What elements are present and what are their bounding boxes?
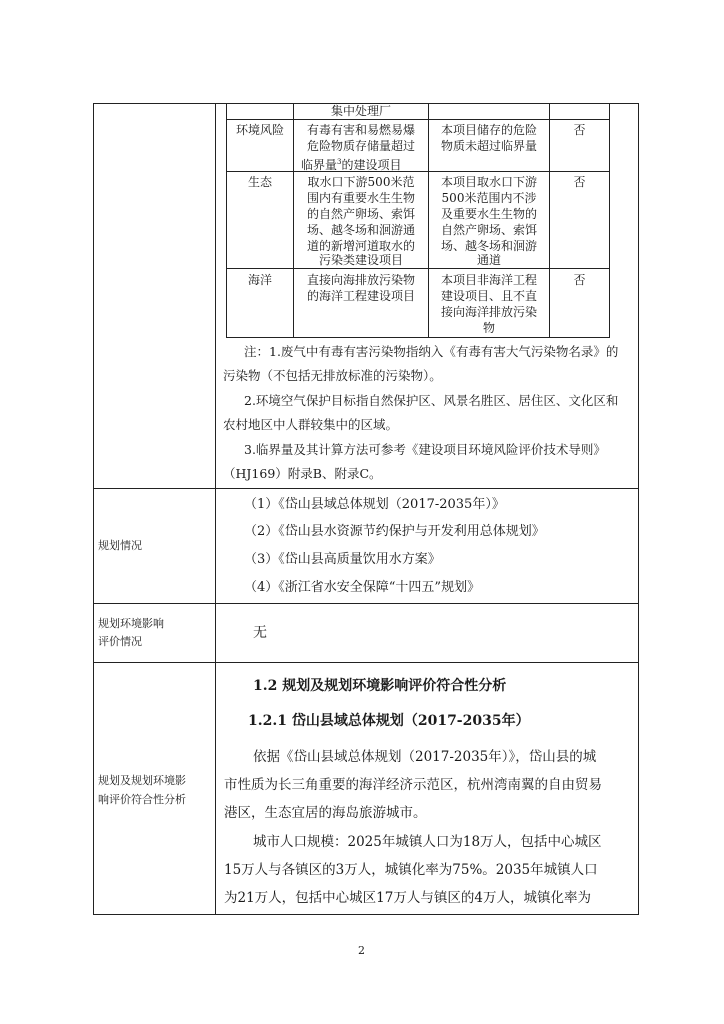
risk-row1-status-line1: 本项目储存的危险 bbox=[440, 123, 537, 137]
analysis-para1-line3: 港区，生态宜居的海岛旅游城市。 bbox=[224, 805, 427, 821]
risk-row3-status-line2: 建设项目、且不直 bbox=[440, 289, 537, 303]
note-line-5: 3.临界量及其计算方法可参考《建设项目环境风险评价技术导则》 bbox=[244, 442, 606, 457]
risk-row2-status-line3: 及重要水生生物的 bbox=[440, 207, 537, 221]
risk-row3-result: 否 bbox=[573, 273, 586, 287]
analysis-label-line1: 规划及规划环境影 bbox=[98, 774, 186, 787]
risk-row3-status-line4: 物 bbox=[482, 321, 495, 335]
risk-table-right-border bbox=[609, 103, 610, 337]
analysis-label-line2: 响评价符合性分析 bbox=[98, 793, 186, 806]
risk-row3-criteria-line1: 直接向海排放污染物 bbox=[306, 273, 415, 287]
analysis-para1-line1: 依据《岱山县域总体规划（2017-2035年）》，岱山县的城 bbox=[253, 749, 597, 765]
label-column-divider bbox=[215, 103, 216, 915]
risk-row3-status-line3: 接向海洋排放污染 bbox=[440, 305, 537, 319]
note-line-6: （HJ169）附录B、附录C。 bbox=[223, 466, 382, 481]
risk-row2-criteria-line5: 道的新增河道取水的 bbox=[306, 239, 415, 253]
risk-row3-category: 海洋 bbox=[247, 273, 272, 287]
analysis-para1-line2: 市性质为长三角重要的海洋经济示范区，杭州湾南翼的自由贸易 bbox=[224, 777, 602, 793]
risk-row2-result: 否 bbox=[573, 175, 586, 189]
planning-eia-label-line1: 规划环境影响 bbox=[98, 617, 164, 630]
risk-row2-category: 生态 bbox=[247, 175, 272, 189]
risk-row2-criteria-line2: 围内有重要水生生物 bbox=[306, 191, 415, 205]
risk-row2-status-line1: 本项目取水口下游 bbox=[440, 175, 537, 189]
footnote-marker: 3 bbox=[337, 158, 342, 166]
risk-row2-criteria-line4: 场、越冬场和洄游通 bbox=[306, 223, 415, 237]
note-line-4: 农村地区中人群较集中的区域。 bbox=[223, 417, 399, 432]
planning-eia-label-line2: 评价情况 bbox=[98, 635, 142, 648]
risk-row1-criteria-line3: 临界量$^3$的建设项目 bbox=[301, 158, 402, 172]
risk-row0-criteria: 集中处理厂 bbox=[330, 104, 391, 118]
risk-row1-category: 环境风险 bbox=[235, 123, 284, 137]
risk-row1-result: 否 bbox=[573, 123, 586, 137]
risk-table-bottom-border bbox=[226, 337, 610, 338]
note-line-1: 注：1.废气中有毒有害污染物指纳入《有毒有害大气污染物名录》的 bbox=[244, 344, 619, 359]
note-line-3: 2.环境空气保护目标指自然保护区、风景名胜区、居住区、文化区和 bbox=[244, 393, 619, 408]
row-separator-analysis bbox=[93, 662, 639, 663]
risk-row2-criteria-line6: 污染类建设项目 bbox=[318, 253, 403, 267]
risk-row1-criteria-line2: 危险物质存储量超过 bbox=[306, 139, 415, 153]
planning-eia-value: 无 bbox=[253, 625, 267, 641]
risk-row-divider-2 bbox=[226, 171, 610, 172]
risk-row2-status-line4: 自然产卵场、索饵 bbox=[440, 223, 537, 237]
subsection-heading: 1.2.1 岱山县域总体规划（2017-2035年） bbox=[248, 713, 530, 729]
page-number: 2 bbox=[358, 944, 365, 957]
planning-item-3: （3）《岱山县高质量饮用水方案》 bbox=[244, 552, 441, 567]
planning-item-1: （1）《岱山县域总体规划（2017-2035年）》 bbox=[244, 497, 505, 512]
note-line-2: 污染物（不包括无排放标准的污染物）。 bbox=[223, 368, 442, 383]
analysis-para2-line2: 15万人与各镇区的3万人，城镇化率为75%。2035年城镇人口 bbox=[224, 862, 598, 878]
risk-row2-status-line6: 通道 bbox=[476, 253, 501, 267]
risk-row2-criteria-line3: 的自然产卵场、索饵 bbox=[306, 207, 415, 221]
risk-row2-criteria-line1: 取水口下游500米范 bbox=[307, 175, 415, 189]
risk-row3-criteria-line2: 的海洋工程建设项目 bbox=[306, 289, 415, 303]
risk-row1-criteria-line1: 有毒有害和易燃易爆 bbox=[306, 123, 415, 137]
risk-row1-status-line2: 物质未超过临界量 bbox=[440, 139, 537, 153]
risk-row2-status-line5: 场、越冬场和洄游 bbox=[440, 239, 537, 253]
planning-item-2: （2）《岱山县水资源节约保护与开发利用总体规划》 bbox=[244, 524, 545, 539]
risk-row2-status-line2: 500米范围内不涉 bbox=[441, 191, 537, 205]
row-separator-planning bbox=[93, 488, 639, 489]
analysis-para2-line1: 城市人口规模：2025年城镇人口为18万人，包括中心城区 bbox=[253, 834, 602, 850]
row-separator-planning-eia bbox=[93, 603, 639, 604]
planning-item-4: （4）《浙江省水安全保障“十四五”规划》 bbox=[244, 580, 481, 595]
risk-row3-status-line1: 本项目非海洋工程 bbox=[440, 273, 537, 287]
planning-label: 规划情况 bbox=[98, 539, 142, 552]
section-heading: 1.2 规划及规划环境影响评价符合性分析 bbox=[253, 678, 507, 694]
analysis-para2-line3: 为21万人，包括中心城区17万人与镇区的4万人，城镇化率为 bbox=[224, 890, 591, 906]
